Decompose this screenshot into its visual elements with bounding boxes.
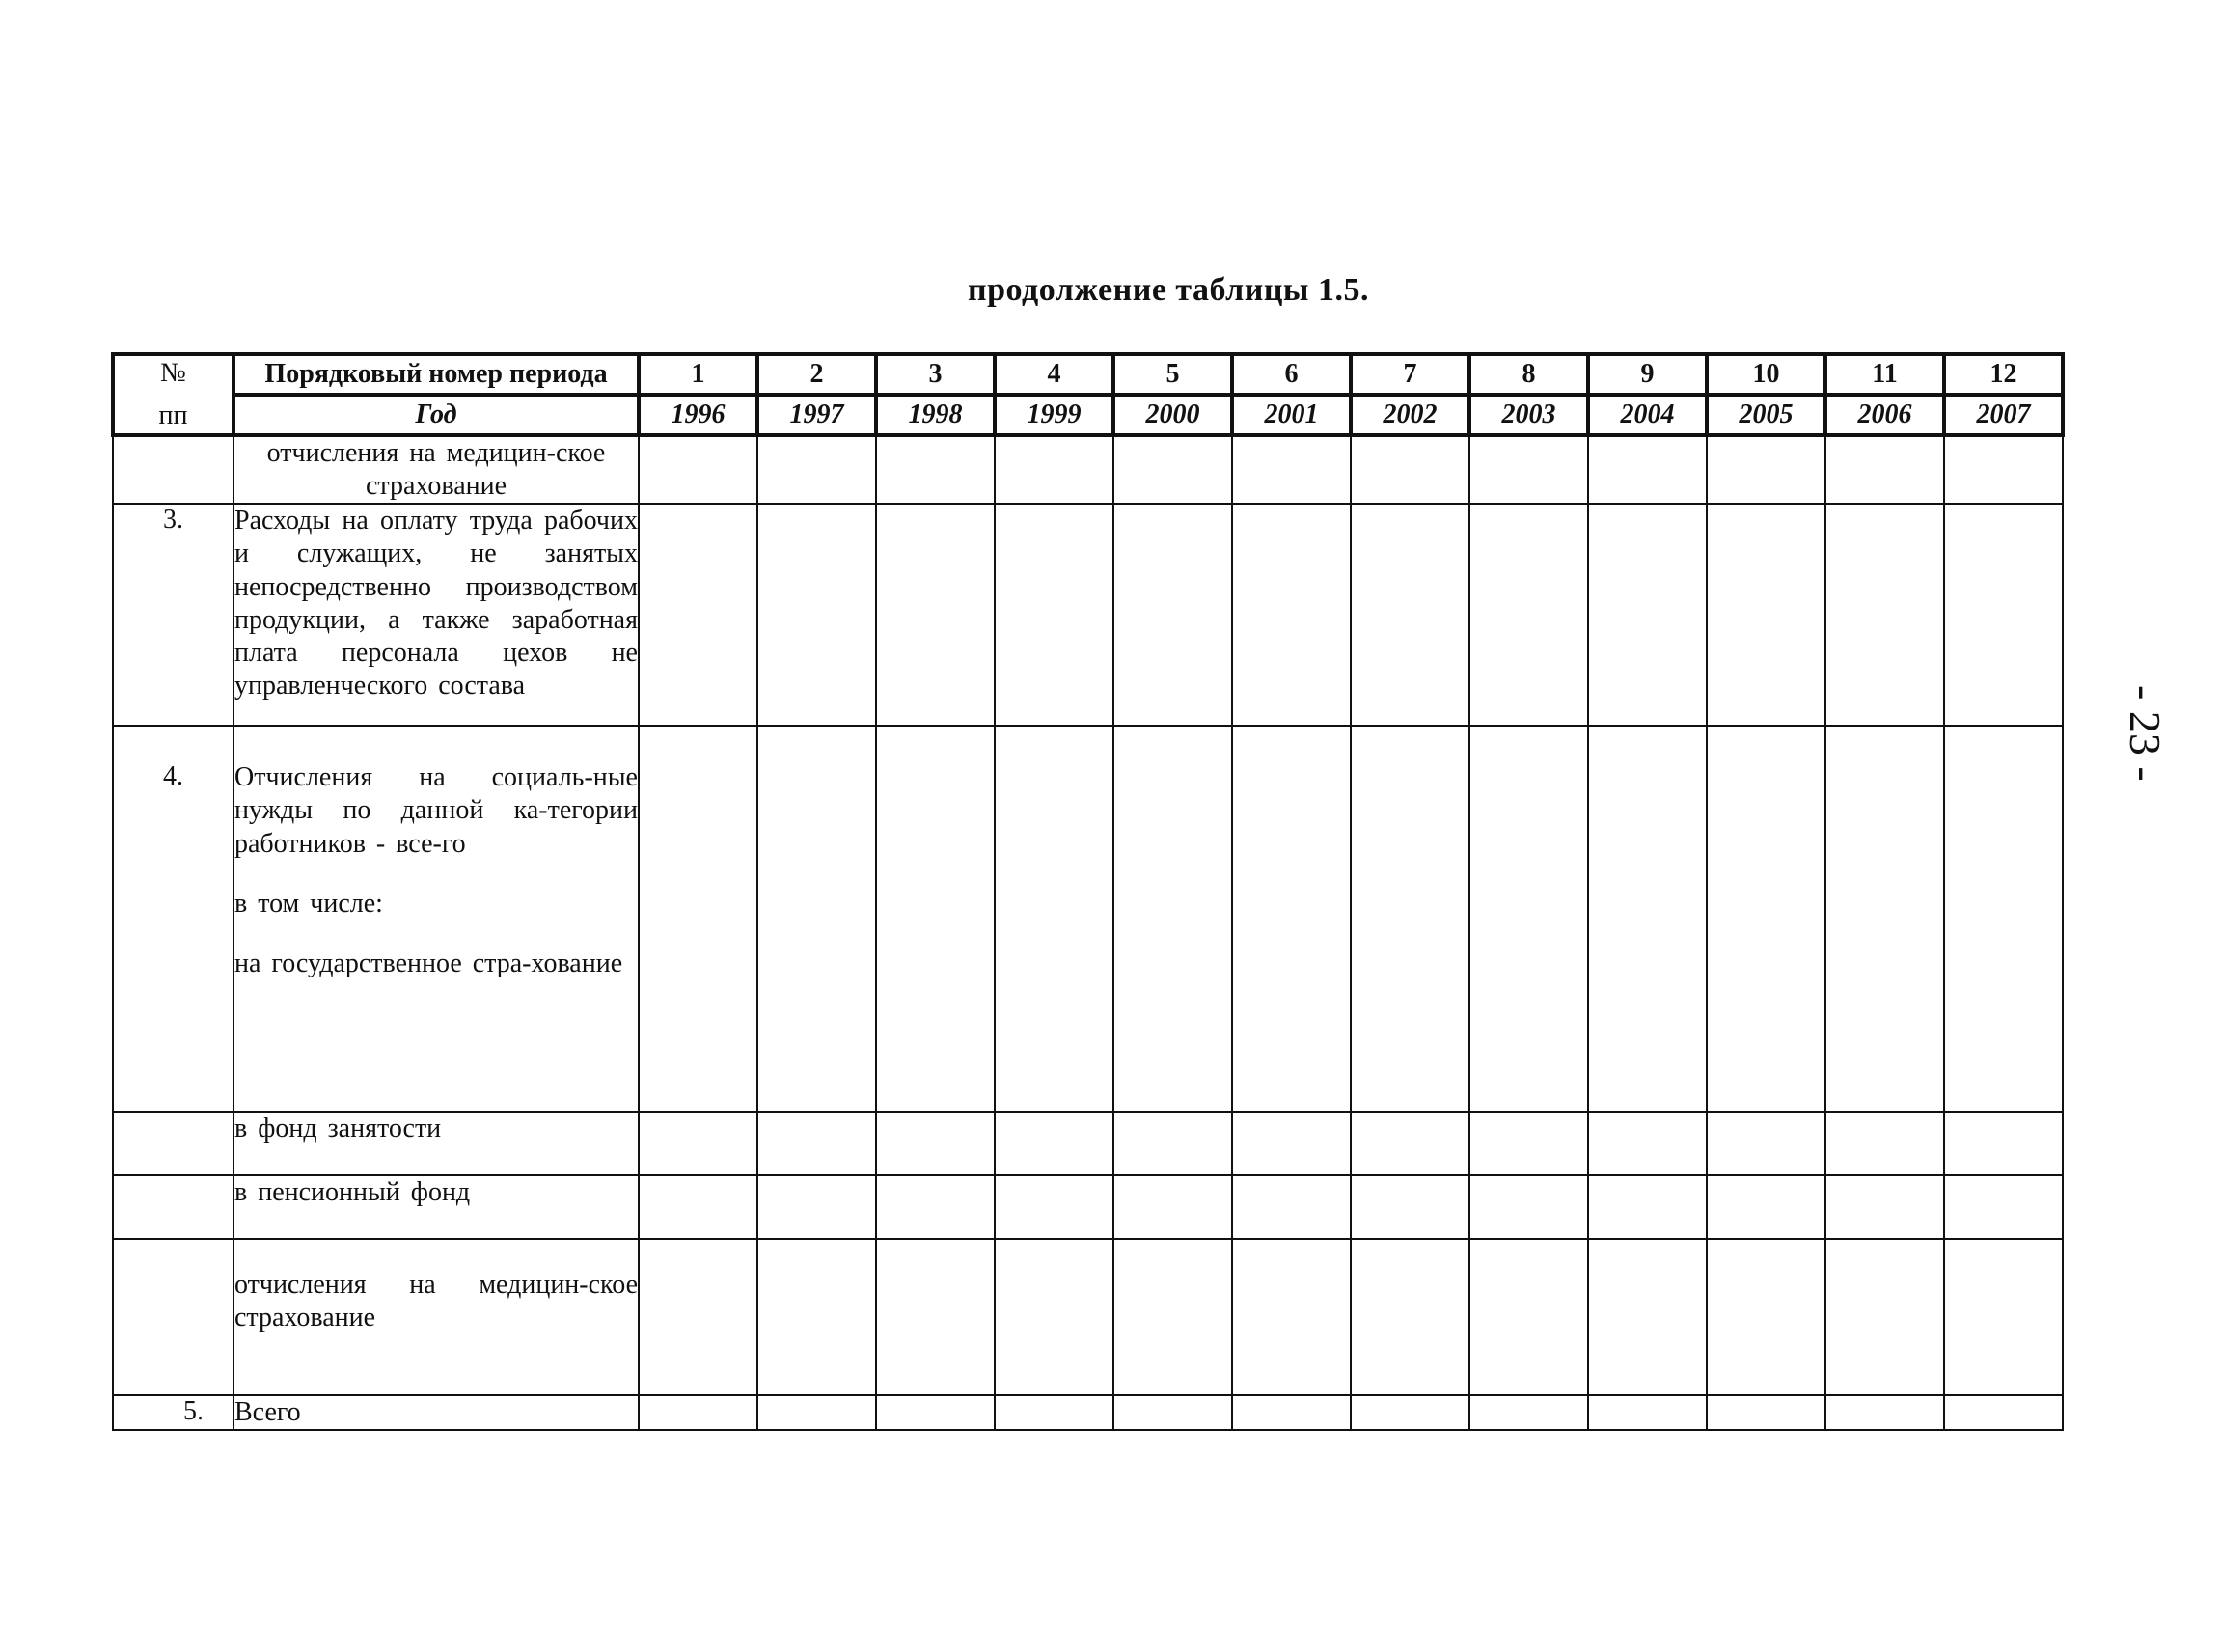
data-cell — [1351, 435, 1469, 504]
data-cell — [1113, 435, 1232, 504]
data-cell — [757, 1239, 876, 1395]
header-year: 2001 — [1232, 395, 1351, 435]
data-cell — [1588, 1239, 1707, 1395]
header-year: 2006 — [1825, 395, 1944, 435]
header-period: 7 — [1351, 354, 1469, 395]
data-cell — [1351, 1239, 1469, 1395]
data-cell — [1113, 1175, 1232, 1239]
header-period: 5 — [1113, 354, 1232, 395]
data-cell — [1351, 1175, 1469, 1239]
data-cell — [1944, 1395, 2063, 1430]
header-year: 2003 — [1469, 395, 1588, 435]
row-description: в пенсионный фонд — [233, 1175, 639, 1239]
header-period: 2 — [757, 354, 876, 395]
row-description: отчисления на медицин-ское страхование — [233, 435, 639, 504]
row-description: Всего — [233, 1395, 639, 1430]
data-cell — [1588, 504, 1707, 726]
data-cell — [876, 1112, 995, 1175]
data-cell — [1232, 1175, 1351, 1239]
row-number: 3. — [113, 504, 233, 726]
data-cell — [639, 1112, 757, 1175]
data-cell — [757, 1112, 876, 1175]
table-row — [113, 1112, 2063, 1175]
data-cell — [1707, 1395, 1825, 1430]
header-year-label: Год — [233, 395, 639, 435]
data-cell — [1232, 435, 1351, 504]
data-cell — [995, 504, 1113, 726]
header-year: 1998 — [876, 395, 995, 435]
data-cell — [1825, 1112, 1944, 1175]
header-num-label-2: пп — [158, 400, 188, 430]
data-cell — [757, 1175, 876, 1239]
data-cell — [1707, 1175, 1825, 1239]
header-year: 2004 — [1588, 395, 1707, 435]
header-period: 6 — [1232, 354, 1351, 395]
data-cell — [1113, 726, 1232, 1112]
row-number: 4. — [113, 726, 233, 1112]
header-row-periods — [113, 354, 2063, 395]
data-cell — [1588, 726, 1707, 1112]
data-cell — [1588, 1112, 1707, 1175]
data-cell — [995, 1112, 1113, 1175]
data-cell — [876, 1239, 995, 1395]
data-cell — [639, 726, 757, 1112]
data-cell — [1825, 1239, 1944, 1395]
data-cell — [876, 435, 995, 504]
data-cell — [1707, 435, 1825, 504]
header-num-cell — [113, 354, 233, 435]
data-cell — [639, 1175, 757, 1239]
data-cell — [1825, 726, 1944, 1112]
data-cell — [1944, 435, 2063, 504]
table-caption: продолжение таблицы 1.5. — [968, 272, 1369, 308]
data-cell — [1232, 1239, 1351, 1395]
data-cell — [876, 504, 995, 726]
data-cell — [757, 1395, 876, 1430]
header-period: 4 — [995, 354, 1113, 395]
data-cell — [1113, 504, 1232, 726]
data-cell — [995, 1395, 1113, 1430]
data-cell — [1588, 435, 1707, 504]
page-number: - 23 - — [2121, 685, 2170, 782]
row-number — [113, 1175, 233, 1239]
header-period: 11 — [1825, 354, 1944, 395]
data-cell — [1469, 435, 1588, 504]
row-description-part: на государственное стра-хование — [234, 948, 623, 978]
data-cell — [639, 1395, 757, 1430]
data-cell — [1707, 1239, 1825, 1395]
data-cell — [1469, 1395, 1588, 1430]
header-year: 2000 — [1113, 395, 1232, 435]
row-description: в фонд занятости — [233, 1112, 639, 1175]
header-period: 1 — [639, 354, 757, 395]
data-cell — [1825, 435, 1944, 504]
data-cell — [1469, 1239, 1588, 1395]
data-cell — [757, 726, 876, 1112]
row-description: отчисления на медицин-ское страхование — [233, 1239, 639, 1395]
data-cell — [1232, 504, 1351, 726]
data-cell — [1944, 1175, 2063, 1239]
data-cell — [1113, 1239, 1232, 1395]
data-cell — [1351, 726, 1469, 1112]
row-description-part: Отчисления на социаль-ные нужды по данной ка-тегории работников - все-го — [234, 762, 638, 859]
row-number — [113, 1239, 233, 1395]
header-num-label: № — [160, 358, 186, 388]
data-cell — [1825, 504, 1944, 726]
data-cell — [1232, 1395, 1351, 1430]
data-cell — [995, 1239, 1113, 1395]
data-cell — [1469, 726, 1588, 1112]
header-year: 2005 — [1707, 395, 1825, 435]
data-cell — [1469, 1175, 1588, 1239]
data-cell — [1113, 1112, 1232, 1175]
data-cell — [1707, 1112, 1825, 1175]
data-cell — [995, 435, 1113, 504]
row-description: Расходы на оплату труда рабочих и служащих, не занятых непосредственно производством продукции, а также заработная плата персонала цехов не управленческого состава — [233, 504, 639, 726]
header-period: 8 — [1469, 354, 1588, 395]
data-cell — [1232, 1112, 1351, 1175]
data-cell — [1944, 1239, 2063, 1395]
data-cell — [639, 504, 757, 726]
data-cell — [639, 1239, 757, 1395]
table-row — [113, 504, 2063, 726]
data-cell — [1232, 726, 1351, 1112]
data-cell — [876, 726, 995, 1112]
header-year: 2002 — [1351, 395, 1469, 435]
data-cell — [757, 504, 876, 726]
data-cell — [995, 1175, 1113, 1239]
data-cell — [1469, 504, 1588, 726]
data-cell — [876, 1175, 995, 1239]
data-cell — [876, 1395, 995, 1430]
header-year: 2007 — [1944, 395, 2063, 435]
data-cell — [1825, 1395, 1944, 1430]
row-number — [113, 1112, 233, 1175]
data-cell — [1351, 1112, 1469, 1175]
header-year: 1997 — [757, 395, 876, 435]
data-cell — [995, 726, 1113, 1112]
data-cell — [757, 435, 876, 504]
table-row — [113, 435, 2063, 504]
header-year: 1996 — [639, 395, 757, 435]
data-cell — [1825, 1175, 1944, 1239]
data-cell — [1588, 1395, 1707, 1430]
data-table — [111, 352, 2065, 1431]
row-description — [233, 726, 639, 1112]
row-number: 5. — [113, 1395, 233, 1430]
header-year: 1999 — [995, 395, 1113, 435]
data-cell — [1944, 726, 2063, 1112]
data-cell — [1469, 1112, 1588, 1175]
data-cell — [1944, 1112, 2063, 1175]
data-cell — [639, 435, 757, 504]
header-period: 3 — [876, 354, 995, 395]
data-cell — [1707, 726, 1825, 1112]
header-period-label: Порядковый номер периода — [233, 354, 639, 395]
header-period: 12 — [1944, 354, 2063, 395]
data-cell — [1351, 504, 1469, 726]
row-number — [113, 435, 233, 504]
header-period: 10 — [1707, 354, 1825, 395]
data-cell — [1707, 504, 1825, 726]
table-row — [113, 1395, 2063, 1430]
table-row — [113, 1175, 2063, 1239]
data-cell — [1113, 1395, 1232, 1430]
header-row-years — [113, 395, 2063, 435]
header-period: 9 — [1588, 354, 1707, 395]
row-description-part: в том числе: — [234, 888, 383, 919]
data-cell — [1588, 1175, 1707, 1239]
data-cell — [1351, 1395, 1469, 1430]
data-cell — [1944, 504, 2063, 726]
table-row — [113, 1239, 2063, 1395]
table-row — [113, 726, 2063, 1112]
